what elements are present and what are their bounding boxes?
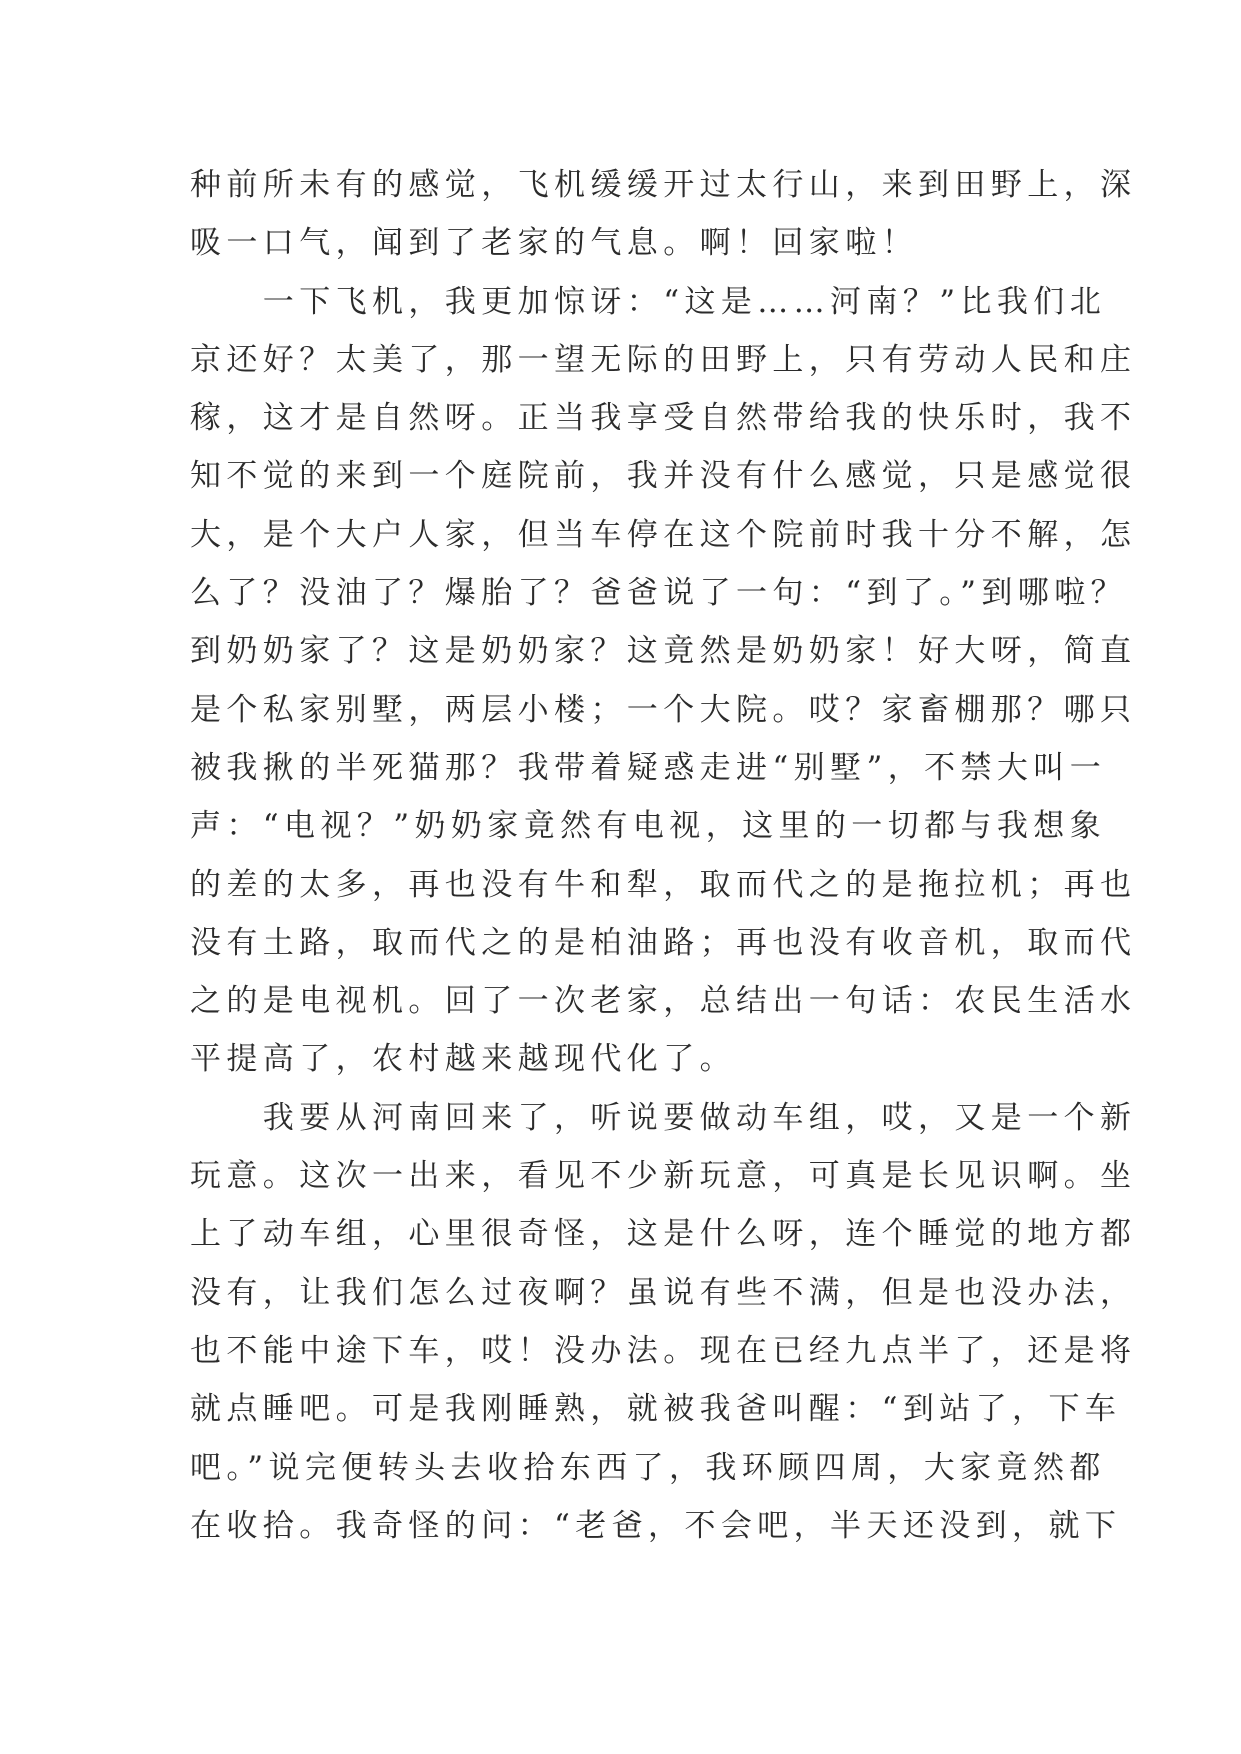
text-line: 到奶奶家了？这是奶奶家？这竟然是奶奶家！好大呀，简直 [190,633,1137,670]
text-line: 在收拾。我奇怪的问：“老爸，不会吧，半天还没到，就下 [190,1507,1122,1544]
text-line: 吸一口气，闻到了老家的气息。啊！回家啦！ [190,225,918,262]
text-line: 没有土路，取而代之的是柏油路；再也没有收音机，取而代 [190,924,1137,961]
text-line: 么了？没油了？爆胎了？爸爸说了一句：“到了。”到哪啦？ [190,575,1127,612]
text-line: 是个私家别墅，两层小楼；一个大院。哎？家畜棚那？哪只 [190,691,1137,728]
text-line: 吧。”说完便转头去收拾东西了，我环顾四周，大家竟然都 [190,1449,1106,1486]
text-line: 京还好？太美了，那一望无际的田野上，只有劳动人民和庄 [190,341,1137,378]
text-line: 的差的太多，再也没有牛和犁，取而代之的是拖拉机；再也 [190,866,1137,903]
essay-text [190,156,1137,1555]
text-line: 之的是电视机。回了一次老家，总结出一句话：农民生活水 [190,983,1137,1020]
text-line: 玩意。这次一出来，看见不少新玩意，可真是长见识啊。坐 [190,1158,1137,1195]
text-line: 也不能中途下车，哎！没办法。现在已经九点半了，还是将 [190,1332,1137,1369]
text-line: 种前所未有的感觉，飞机缓缓开过太行山，来到田野上，深 [190,167,1137,203]
text-line: 没有，让我们怎么过夜啊？虽说有些不满，但是也没办法， [190,1274,1137,1311]
text-line: 我要从河南回来了，听说要做动车组，哎，又是一个新 [190,1099,1137,1136]
text-line: 平提高了，农村越来越现代化了。 [190,1041,736,1078]
text-line: 被我揪的半死猫那？我带着疑惑走进“别墅”，不禁大叫一 [190,749,1107,786]
text-line: 一下飞机，我更加惊讶：“这是……河南？”比我们北 [190,283,1107,320]
text-line: 知不觉的来到一个庭院前，我并没有什么感觉，只是感觉很 [190,458,1137,495]
text-line: 稼，这才是自然呀。正当我享受自然带给我的快乐时，我不 [190,400,1137,437]
text-line: 大，是个大户人家，但当车停在这个院前时我十分不解，怎 [190,516,1137,553]
text-line: 声：“电视？”奶奶家竟然有电视，这里的一切都与我想象 [190,808,1107,845]
text-line: 上了动车组，心里很奇怪，这是什么呀，连个睡觉的地方都 [190,1216,1137,1253]
text-line: 就点睡吧。可是我刚睡熟，就被我爸叫醒：“到站了，下车 [190,1391,1122,1428]
